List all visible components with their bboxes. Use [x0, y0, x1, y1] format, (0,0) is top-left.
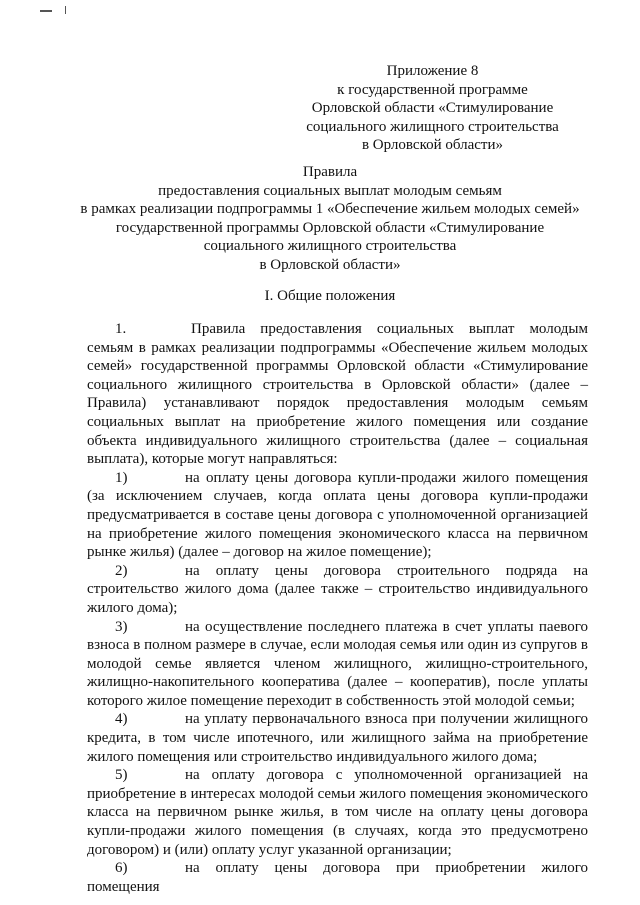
document-body: [87, 320, 588, 896]
appendix-line: в Орловской области»: [361, 137, 504, 154]
appendix-line: к государственной программе: [337, 81, 528, 98]
paragraph-number: 1.: [115, 321, 127, 337]
title-heading: Правила: [302, 164, 358, 180]
title-line: в Орловской области»: [259, 256, 401, 273]
appendix-line: Орловской области «Стимулирование: [311, 100, 554, 117]
list-item-2: [87, 562, 588, 618]
list-item-6: [87, 859, 588, 896]
item-text: на осуществление последнего платежа в счет уплаты паевого взноса в полном размере в случае, если молодая семья или один из супругов в молодой семье является членом жилищного, жилищно-строительного, жилищно-накопительного кооператива (далее – кооператив), после уплаты которого жилое помещение переходит в собственность этой молодой семьи;: [87, 618, 588, 709]
item-text: на уплату первоначального взноса при получении жилищного кредита, в том числе ипотечного, или жилищного займа на приобретение жилого помещения или строительство индивидуального жилого дома;: [87, 711, 588, 765]
paragraph-text: Правила предоставления социальных выплат молодым семьям в рамках реализации подпрограммы «Обеспечение жильем молодых семей» государственной программы Орловской области «Стимулирование социального жилищного строительства в Орловской области» (далее – Правила) устанавливают порядок предоставления молодым семьям социальных выплат на приобретение жилого помещения или создание объекта индивидуального жилищного строительства (далее – социальная выплата), которые могут направляться:: [87, 321, 588, 468]
title-line: социального жилищного строительства: [203, 238, 457, 255]
item-text: на оплату цены договора строительного подряда на строительство жилого дома (далее также – строительство индивидуального жилого дома);: [87, 562, 588, 616]
title-line: государственной программы Орловской области «Стимулирование: [115, 219, 545, 236]
list-item-3: [87, 618, 588, 711]
item-text: на оплату цены договора купли-продажи жилого помещения (за исключением случаев, когда оплата цены договора купли-продажи предусматривается в составе цены договора с уполномоченной организацией на приобретение жилого помещения экономического класса на первичном рынке жилья) (далее – договор на жилое помещение);: [87, 469, 588, 561]
appendix-line: социального жилищного строительства: [306, 118, 559, 135]
title-line: в рамках реализации подпрограммы 1 «Обеспечение жильем молодых семей»: [80, 201, 580, 218]
title-line: предоставления социальных выплат молодым семьям: [158, 182, 502, 199]
item-text: на оплату договора с уполномоченной организацией на приобретение в интересах молодой семьи жилого помещения экономического класса на первичном рынке жилья, в том числе на оплату цены договора купли-продажи жилого помещения (в случаях, когда это предусмотрено договором) и (или) оплату услуг указанной организации;: [87, 767, 588, 858]
item-number: 4): [115, 711, 128, 728]
item-number: 2): [115, 562, 128, 579]
list-item-4: [87, 710, 588, 766]
item-number: 3): [115, 618, 128, 635]
document-title: [60, 163, 600, 275]
item-number: 1): [115, 469, 128, 486]
paragraph-1: [87, 320, 588, 469]
item-number: 6): [115, 860, 128, 877]
item-text: на оплату цены договора при приобретении жилого помещения: [87, 860, 588, 895]
list-item-5: [87, 766, 588, 859]
item-number: 5): [115, 767, 128, 784]
scan-mark: [65, 6, 66, 14]
list-item-1: [87, 469, 588, 562]
scan-mark: [40, 10, 52, 12]
section-heading: I. Общие положения: [264, 288, 396, 304]
appendix-line: Приложение 8: [386, 63, 479, 79]
appendix-block: [300, 62, 565, 155]
